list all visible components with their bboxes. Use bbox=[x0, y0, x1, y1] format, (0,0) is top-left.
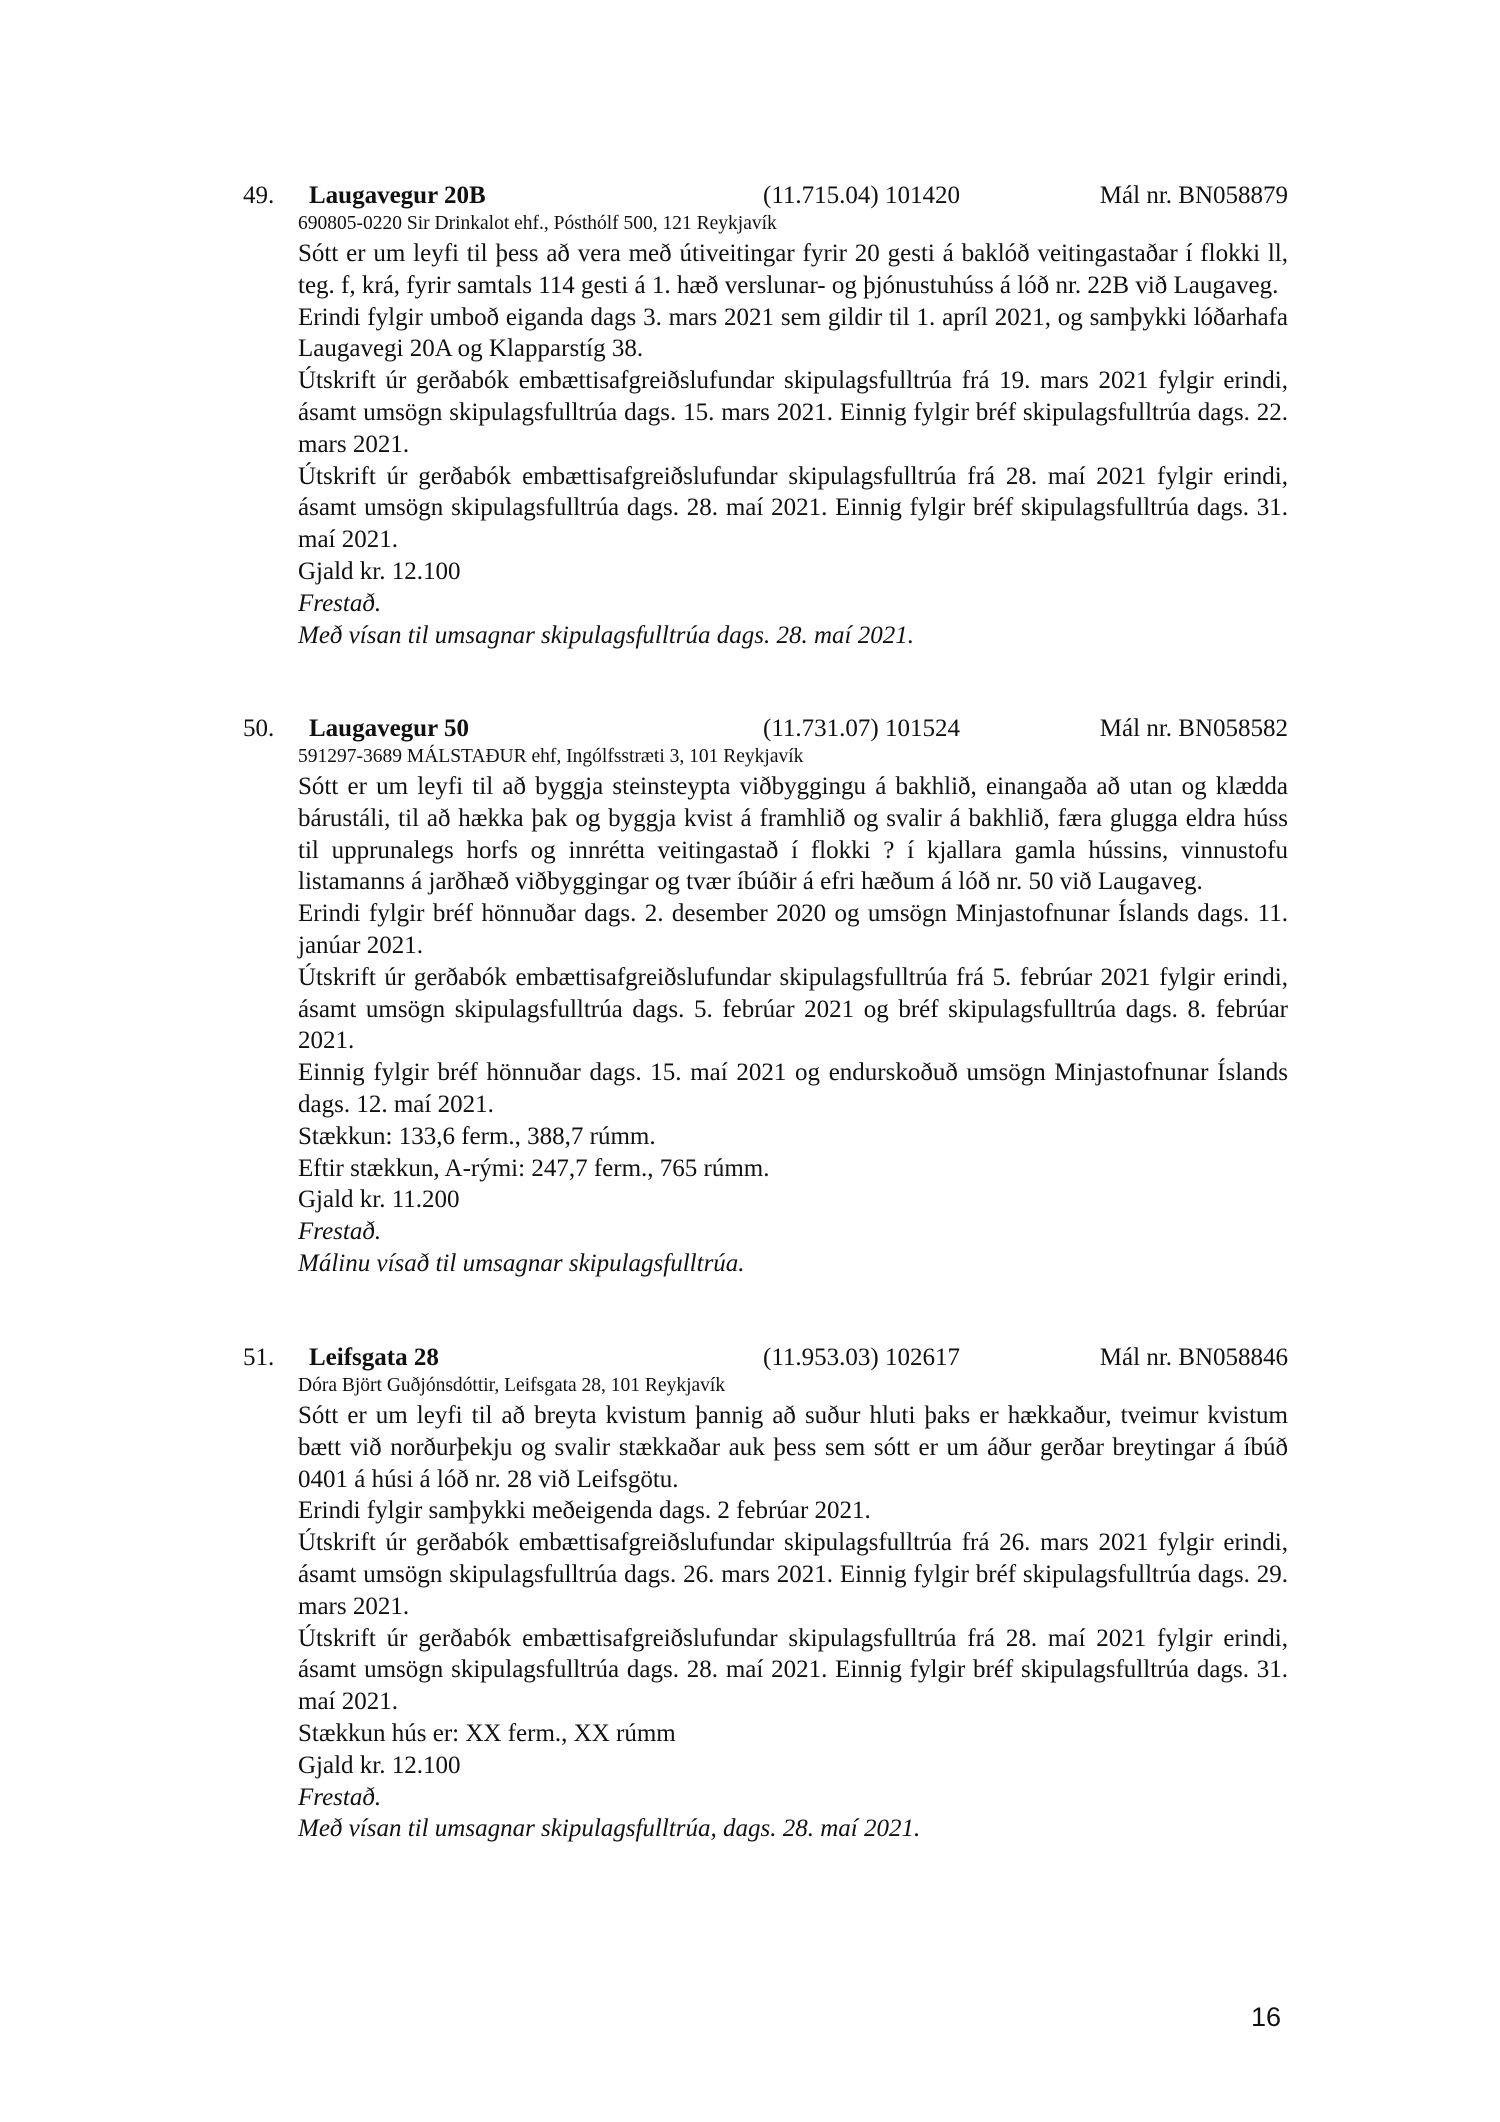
case-area: Stækkun: 133,6 ferm., 388,7 rúmm. bbox=[298, 1122, 656, 1150]
case-fee: Gjald kr. 12.100 bbox=[298, 1751, 461, 1779]
case-land-id: (11.953.03) 102617 bbox=[763, 1344, 960, 1371]
case-status: Frestað. bbox=[298, 1218, 382, 1246]
case-paragraph: Sótt er um leyfi til að breyta kvistum þannig að suður hluti þaks er hækkaður, tveimur kvistum bætt við norðurþekju og svalir stækkaðar auk þess sem sótt er um áður gerðar breytingar á íbúð 0401 á húsi á lóð nr. 28 við Leifsgötu. bbox=[298, 1402, 1288, 1493]
case-address: Leifsgata 28 bbox=[309, 1344, 439, 1371]
case-paragraph: Sótt er um leyfi til að byggja steinsteypta viðbyggingu á bakhlið, einangaða að utan og klædda bárustáli, til að hækka þak og byggja kvist á framhlið og svalir á bakhlið, færa glugga eldra húss til upprunalegs horfs og innrétta veitingastað í flokki ? í kjallara gamla hússins, vinnustofu listamanns á jarðhæð viðbyggingar og tvær íbúðir á efri hæðum á lóð nr. 50 við Laugaveg. bbox=[298, 773, 1288, 896]
case-paragraph: Útskrift úr gerðabók embættisafgreiðslufundar skipulagsfulltrúa frá 28. maí 2021 fylgir erindi, ásamt umsögn skipulagsfulltrúa dags. 28. maí 2021. Einnig fylgir bréf skipulagsfulltrúa dags. 31. maí 2021. bbox=[298, 462, 1288, 554]
case-address: Laugavegur 20B bbox=[309, 182, 486, 209]
case-applicant: 690805-0220 Sir Drinkalot ehf., Pósthólf 500, 121 Reykjavík bbox=[298, 213, 777, 234]
case-fee: Gjald kr. 11.200 bbox=[298, 1186, 460, 1214]
case-number: 49. bbox=[243, 182, 275, 209]
case-paragraph: Útskrift úr gerðabók embættisafgreiðslufundar skipulagsfulltrúa frá 26. mars 2021 fylgir erindi, ásamt umsögn skipulagsfulltrúa dags. 26. mars 2021. Einnig fylgir bréf skipulagsfulltrúa dags. 29. mars 2021. bbox=[298, 1529, 1288, 1620]
case-paragraph: Útskrift úr gerðabók embættisafgreiðslufundar skipulagsfulltrúa frá 28. maí 2021 fylgir erindi, ásamt umsögn skipulagsfulltrúa dags. 28. maí 2021. Einnig fylgir bréf skipulagsfulltrúa dags. 31. maí 2021. bbox=[298, 1624, 1288, 1716]
case-50 bbox=[243, 713, 1288, 1280]
case-land-id: (11.731.07) 101524 bbox=[763, 715, 960, 742]
case-id: Mál nr. BN058582 bbox=[1099, 715, 1288, 742]
case-address: Laugavegur 50 bbox=[309, 715, 469, 742]
case-header bbox=[243, 713, 1288, 744]
case-status: Frestað. bbox=[298, 589, 382, 617]
case-paragraph: Einnig fylgir bréf hönnuðar dags. 15. maí 2021 og endurskoðuð umsögn Minjastofnunar Íslands dags. 12. maí 2021. bbox=[298, 1059, 1288, 1118]
case-land-id: (11.715.04) 101420 bbox=[763, 182, 960, 209]
case-fee: Gjald kr. 12.100 bbox=[298, 557, 461, 585]
case-area: Stækkun hús er: XX ferm., XX rúmm bbox=[298, 1719, 676, 1747]
case-note: Með vísan til umsagnar skipulagsfulltrúa, dags. 28. maí 2021. bbox=[298, 1815, 921, 1843]
case-status: Frestað. bbox=[298, 1783, 382, 1811]
case-applicant: Dóra Björt Guðjónsdóttir, Leifsgata 28, 101 Reykjavík bbox=[298, 1375, 726, 1396]
case-paragraph: Útskrift úr gerðabók embættisafgreiðslufundar skipulagsfulltrúa frá 5. febrúar 2021 fylgir erindi, ásamt umsögn skipulagsfulltrúa dags. 5. febrúar 2021 og bréf skipulagsfulltrúa dags. 8. febrúar 2021. bbox=[298, 963, 1288, 1055]
case-paragraph: Útskrift úr gerðabók embættisafgreiðslufundar skipulagsfulltrúa frá 19. mars 2021 fylgir erindi, ásamt umsögn skipulagsfulltrúa dags. 15. mars 2021. Einnig fylgir bréf skipulagsfulltrúa dags. 22. mars 2021. bbox=[298, 367, 1288, 458]
case-number: 50. bbox=[243, 715, 275, 742]
case-body bbox=[298, 1373, 1288, 1845]
case-header bbox=[243, 180, 1288, 211]
case-header bbox=[243, 1342, 1288, 1373]
case-body bbox=[298, 744, 1288, 1280]
case-id: Mál nr. BN058846 bbox=[1099, 1344, 1288, 1371]
case-area-after: Eftir stækkun, A-rými: 247,7 ferm., 765 rúmm. bbox=[298, 1154, 770, 1182]
case-paragraph: Sótt er um leyfi til þess að vera með útiveitingar fyrir 20 gesti á baklóð veitingastaðar í flokki ll, teg. f, krá, fyrir samtals 114 gesti á 1. hæð verslunar- og þjónustuhúss á lóð nr. 22B við Laugaveg. bbox=[298, 240, 1288, 299]
case-49 bbox=[243, 180, 1288, 651]
case-51 bbox=[243, 1342, 1288, 1845]
case-body bbox=[298, 211, 1288, 651]
case-id: Mál nr. BN058879 bbox=[1099, 182, 1288, 209]
case-note: Með vísan til umsagnar skipulagsfulltrúa dags. 28. maí 2021. bbox=[298, 621, 914, 649]
case-note: Málinu vísað til umsagnar skipulagsfulltrúa. bbox=[298, 1249, 745, 1277]
page-number: 16 bbox=[1250, 2002, 1281, 2032]
case-paragraph: Erindi fylgir umboð eiganda dags 3. mars 2021 sem gildir til 1. apríl 2021, og samþykki lóðarhafa Laugavegi 20A og Klapparstíg 38. bbox=[298, 303, 1288, 363]
case-number: 51. bbox=[243, 1344, 275, 1371]
case-paragraph: Erindi fylgir samþykki meðeigenda dags. 2 febrúar 2021. bbox=[298, 1497, 871, 1525]
case-applicant: 591297-3689 MÁLSTAÐUR ehf, Ingólfsstræti 3, 101 Reykjavík bbox=[298, 746, 804, 767]
case-paragraph: Erindi fylgir bréf hönnuðar dags. 2. desember 2020 og umsögn Minjastofnunar Íslands dags. 11. janúar 2021. bbox=[298, 900, 1288, 959]
